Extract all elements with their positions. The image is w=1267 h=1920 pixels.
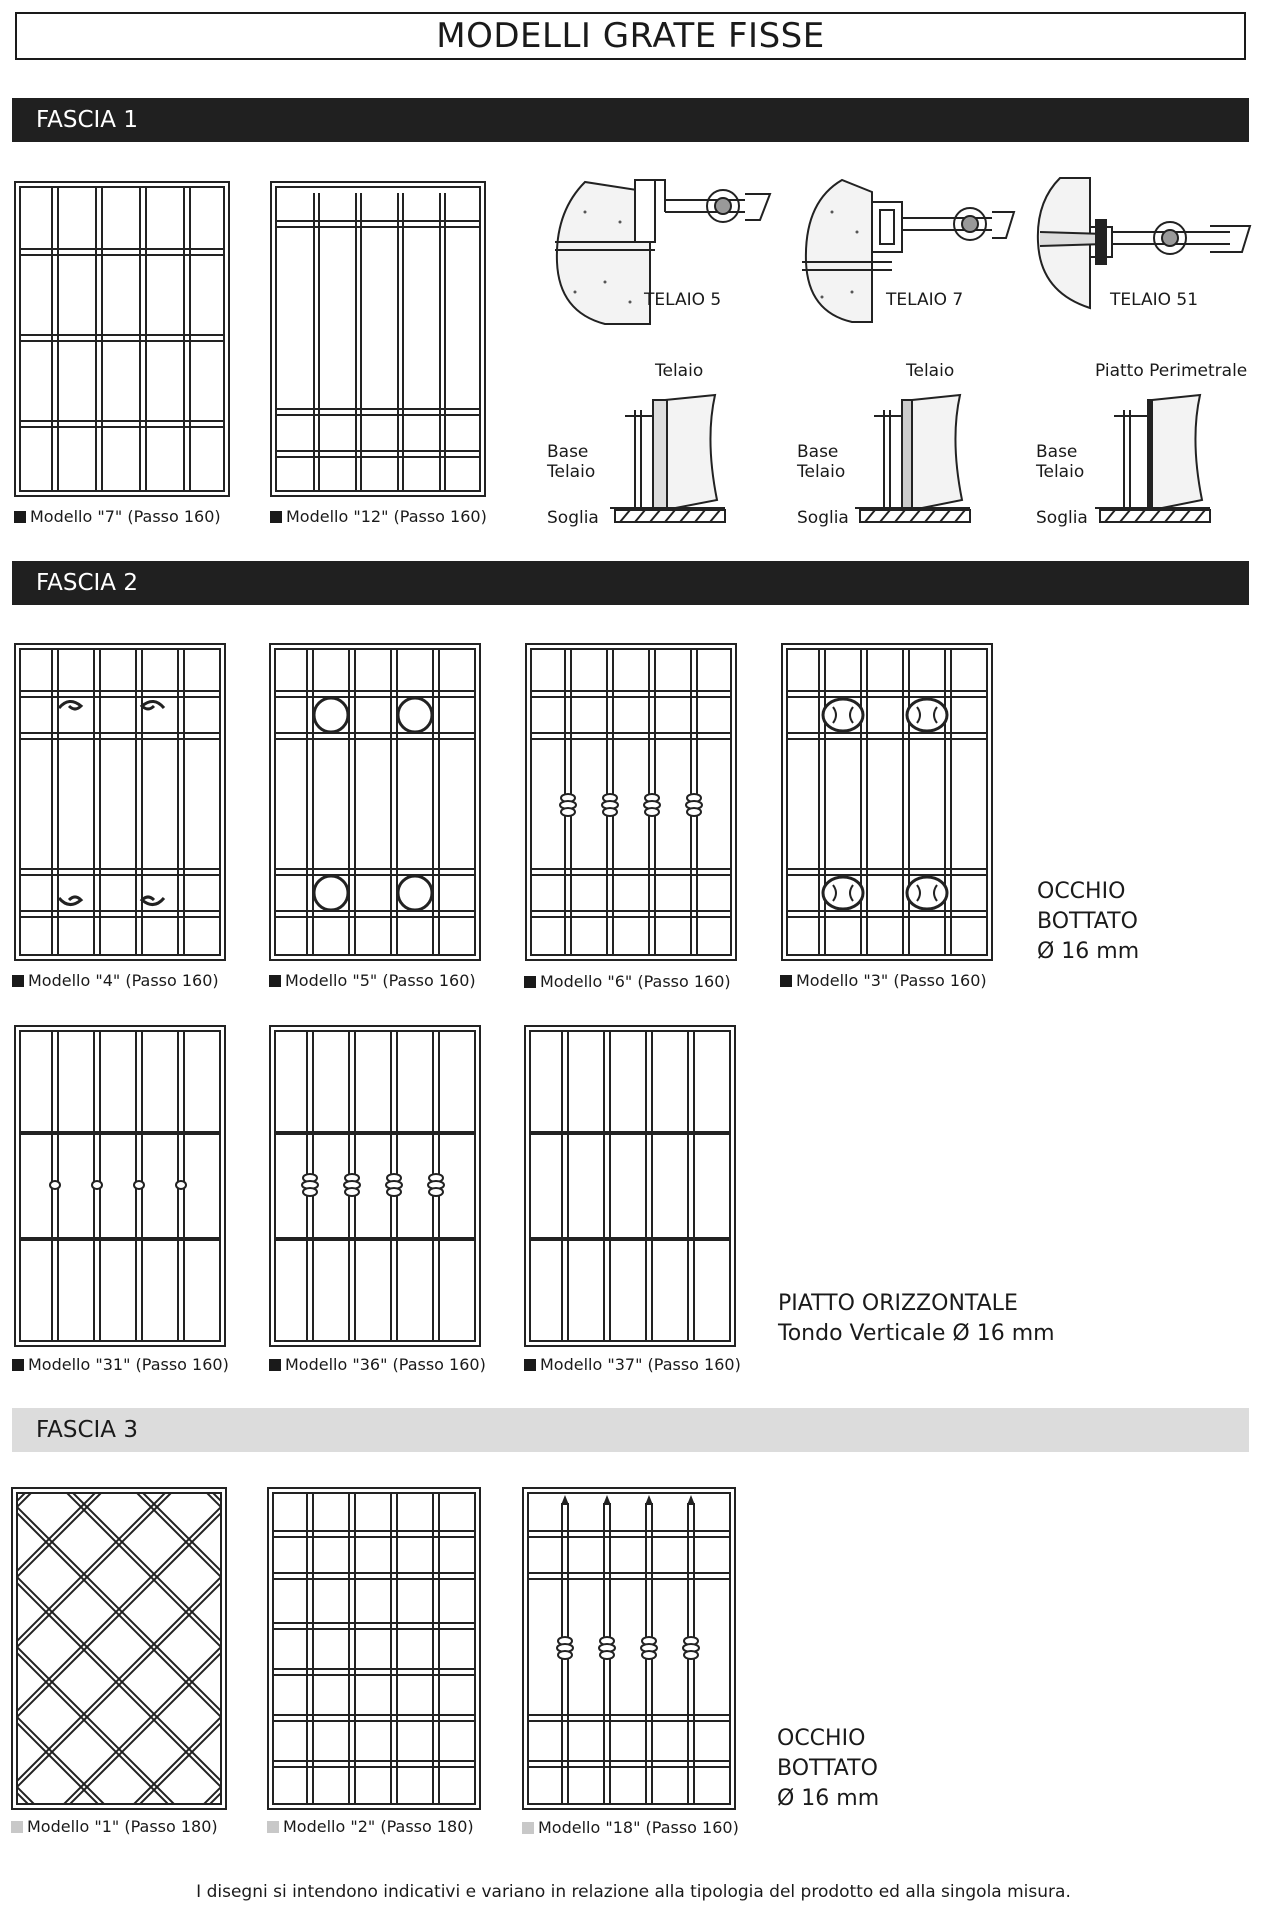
model-3-caption: Modello "3" (Passo 160) [780,971,987,990]
section-3-base-label: Base Telaio [1036,442,1085,482]
bullet-square-icon [524,976,536,988]
bullet-square-icon [267,1821,279,1833]
fascia-2-header: FASCIA 2 [12,561,1249,605]
bullet-square-icon [12,1359,24,1371]
model-37-caption: Modello "37" (Passo 160) [524,1355,741,1374]
model-12-drawing [270,181,486,497]
bullet-square-icon [269,1359,281,1371]
model-36-drawing [269,1025,481,1347]
footer-disclaimer: I disegni si intendono indicativi e variano in relazione alla tipologia del prodotto ed alla singola misura. [196,1882,1071,1902]
fascia-3-header: FASCIA 3 [12,1408,1249,1452]
model-3-drawing [781,643,993,961]
model-1-caption: Modello "1" (Passo 180) [11,1817,218,1836]
telaio-7-label: TELAIO 7 [886,290,964,310]
page-title: MODELLI GRATE FISSE [15,12,1246,60]
model-36-caption: Modello "36" (Passo 160) [269,1355,486,1374]
telaio-51-label: TELAIO 51 [1110,290,1199,310]
model-6-caption: Modello "6" (Passo 160) [524,972,731,991]
model-2-caption: Modello "2" (Passo 180) [267,1817,474,1836]
model-18-caption: Modello "18" (Passo 160) [522,1818,739,1837]
section-2-base-label: Base Telaio [797,442,846,482]
bullet-square-icon [11,1821,23,1833]
model-2-drawing [267,1487,481,1810]
section-1-drawing [605,390,735,530]
section-2-soglia-label: Soglia [797,508,849,528]
section-3-drawing [1090,390,1220,530]
model-5-caption: Modello "5" (Passo 160) [269,971,476,990]
model-31-caption: Modello "31" (Passo 160) [12,1355,229,1374]
bullet-square-icon [522,1822,534,1834]
model-1-drawing [11,1487,227,1810]
section-3-top-label: Piatto Perimetrale [1095,361,1248,381]
occhio-bottato-note-2: OCCHIO BOTTATO Ø 16 mm [777,1726,880,1811]
model-18-drawing [522,1487,736,1810]
occhio-bottato-note-1: OCCHIO BOTTATO Ø 16 mm [1037,879,1140,964]
section-1-top-label: Telaio [655,361,704,381]
section-1-soglia-label: Soglia [547,508,599,528]
model-37-drawing [524,1025,736,1347]
section-2-top-label: Telaio [906,361,955,381]
bullet-square-icon [12,975,24,987]
model-5-drawing [269,643,481,961]
model-4-drawing [14,643,226,961]
bullet-square-icon [14,511,26,523]
model-7-caption: Modello "7" (Passo 160) [14,507,221,526]
bullet-square-icon [269,975,281,987]
model-12-caption: Modello "12" (Passo 160) [270,507,487,526]
section-2-drawing [850,390,980,530]
model-7-drawing [14,181,230,497]
fascia-1-header: FASCIA 1 [12,98,1249,142]
telaio-5-label: TELAIO 5 [644,290,722,310]
section-1-base-label: Base Telaio [547,442,596,482]
bullet-square-icon [524,1359,536,1371]
bullet-square-icon [780,975,792,987]
section-3-soglia-label: Soglia [1036,508,1088,528]
bullet-square-icon [270,511,282,523]
model-31-drawing [14,1025,226,1347]
piatto-orizzontale-note: PIATTO ORIZZONTALE Tondo Verticale Ø 16 mm [778,1291,1055,1346]
model-4-caption: Modello "4" (Passo 160) [12,971,219,990]
model-6-drawing [525,643,737,961]
